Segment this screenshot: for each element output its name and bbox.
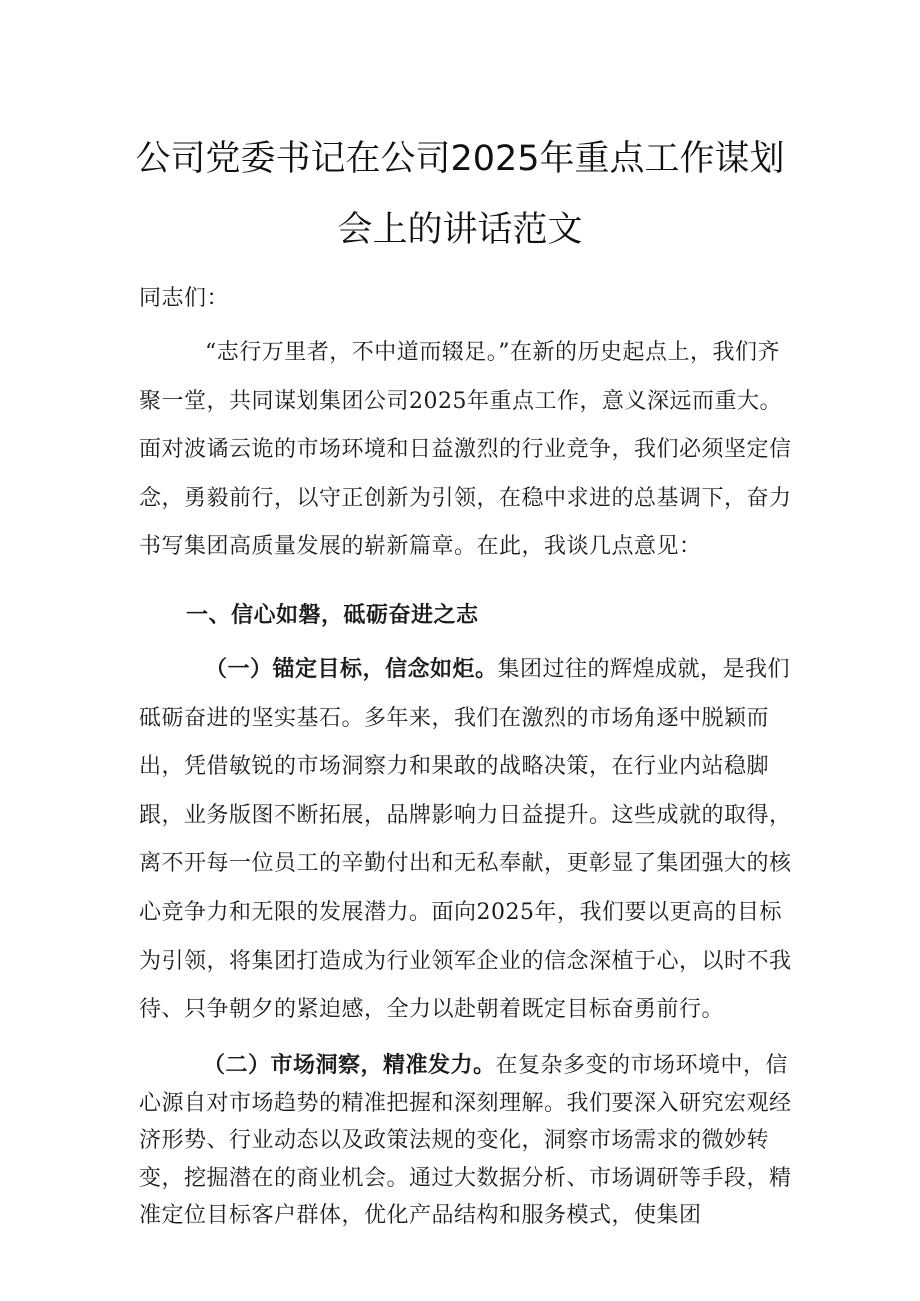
paragraph-2 <box>139 1047 799 1235</box>
intro-paragraph <box>139 329 799 572</box>
salutation: 同志们： <box>139 286 230 311</box>
paragraph-1-lead: （一）锚定目标，信念如炬。 <box>205 656 498 682</box>
paragraph-1-body: 集团过往的辉煌成就，是我们砥砺奋进的坚实基石。多年来，我们在激烈的市场角逐中脱颖而出，凭借敏锐的市场洞察力和果敢的战略决策，在行业内站稳脚跟，业务版图不断拓展，品牌影响力日益提升。这些成就的取得，离不开每一位员工的辛勤付出和无私奉献，更彰显了集团强大的核心竞争力和无限的发展潜力。面向2025年，我们要以更高的目标为引领，将集团打造成为行业领军企业的信念深植于心，以时不我待、只争朝夕的紧迫感，全力以赴朝着既定目标奋勇前行。 <box>139 657 792 1023</box>
paragraph-2-body: 在复杂多变的市场环境中，信心源自对市场趋势的精准把握和深刻理解。我们要深入研究宏观经济形势、行业动态以及政策法规的变化，洞察市场需求的微妙转变，挖掘潜在的商业机会。通过大数据分析、市场调研等手段，精准定位目标客户群体，优化产品结构和服务模式，使集团 <box>139 1053 792 1228</box>
section-heading-1: 一、信心如磐，砥砺奋进之志 <box>186 602 479 628</box>
document-title-line-2: 会上的讲话范文 <box>337 210 583 250</box>
document-title-line-1: 公司党委书记在公司2025年重点工作谋划 <box>135 139 785 179</box>
paragraph-2-lead: （二）市场洞察，精准发力。 <box>203 1052 496 1078</box>
paragraph-1 <box>139 645 799 1035</box>
intro-text: “志行万里者，不中道而辍足。”在新的历史起点上，我们齐聚一堂，共同谋划集团公司2025年重点工作，意义深远而重大。面对波谲云诡的市场环境和日益激烈的行业竞争，我们必须坚定信念，勇毅前行，以守正创新为引领，在稳中求进的总基调下，奋力书写集团高质量发展的崭新篇章。在此，我谈几点意见： <box>139 340 792 560</box>
